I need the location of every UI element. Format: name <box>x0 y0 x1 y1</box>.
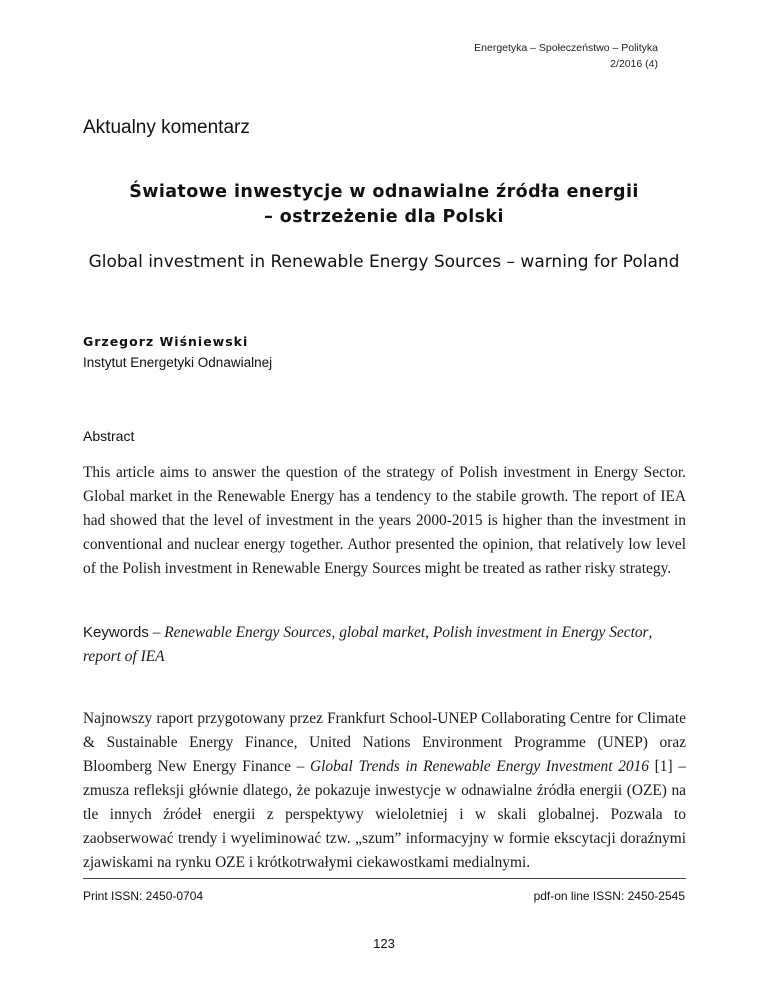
article-title-line-2: – ostrzeżenie dla Polski <box>264 207 504 227</box>
page-number: 123 <box>373 936 395 951</box>
print-issn: Print ISSN: 2450-0704 <box>83 889 204 903</box>
article-title <box>83 180 685 230</box>
article-title-line-1: Światowe inwestycje w odnawialne źródła energii <box>129 182 639 202</box>
author-name: Grzegorz Wiśniewski <box>83 334 249 349</box>
author-affiliation: Instytut Energetyki Odnawialnej <box>83 355 273 370</box>
journal-issue: 2/2016 (4) <box>610 58 658 70</box>
keyword-item: Polish investment in Energy Sector <box>432 624 649 641</box>
body-text-part-2: [1] – zmusza refleksji głównie dlatego, że pokazuje inwestycje w odnawialne źródła energii (OZE) na tle innych źródeł energii z perspektywy wieloletniej i w skali globalnej. Pozwala to zaobserwować trendy i wyeliminować tzw. „szum” informacyjny w formie ekscytacji doraźnymi zjawiskami na rynku OZE i krótkotrwałymi ciekawostkami medialnymi. <box>83 758 686 871</box>
journal-name: Energetyka – Społeczeństwo – Polityka <box>474 42 658 54</box>
section-label: Aktualny komentarz <box>83 117 250 138</box>
abstract-text: This article aims to answer the question of the strategy of Polish investment in Energy Sector. Global market in the Renewable Energy has a tendency to the stabile growth. The report of IEA had showed that the level of investment in the years 2000-2015 is higher than the investment in conventional and nuclear energy together. Author presented the opinion, that relatively low level of the Polish investment in Renewable Energy Sources might be treated as rather risky strategy. <box>83 464 686 577</box>
cited-report-title: Global Trends in Renewable Energy Investment 2016 <box>310 758 649 775</box>
body-text-part-1: Najnowszy raport przygotowany przez Frankfurt School-UNEP Collaborating Centre for Climate & Sustainable Energy Finance, United Nations Environment Programme (UNEP) oraz Bloomberg New Energy Finance – <box>83 710 686 775</box>
footer-divider <box>83 878 686 879</box>
abstract-heading: Abstract <box>83 428 135 444</box>
keyword-item: Renewable Energy Sources <box>164 624 332 641</box>
journal-header <box>474 40 658 72</box>
keywords-label: Keywords <box>83 624 149 641</box>
keywords-separator: – <box>148 624 165 641</box>
keyword-item: global market <box>339 624 426 641</box>
keywords: Keywords – Renewable Energy Sources, global market, Polish investment in Energy Sector, report of IEA <box>83 624 653 665</box>
article-subtitle: Global investment in Renewable Energy Sources – warning for Poland <box>88 252 680 272</box>
keyword-item: report of IEA <box>83 648 165 665</box>
online-issn: pdf-on line ISSN: 2450-2545 <box>533 889 685 903</box>
body-paragraph <box>83 707 686 875</box>
